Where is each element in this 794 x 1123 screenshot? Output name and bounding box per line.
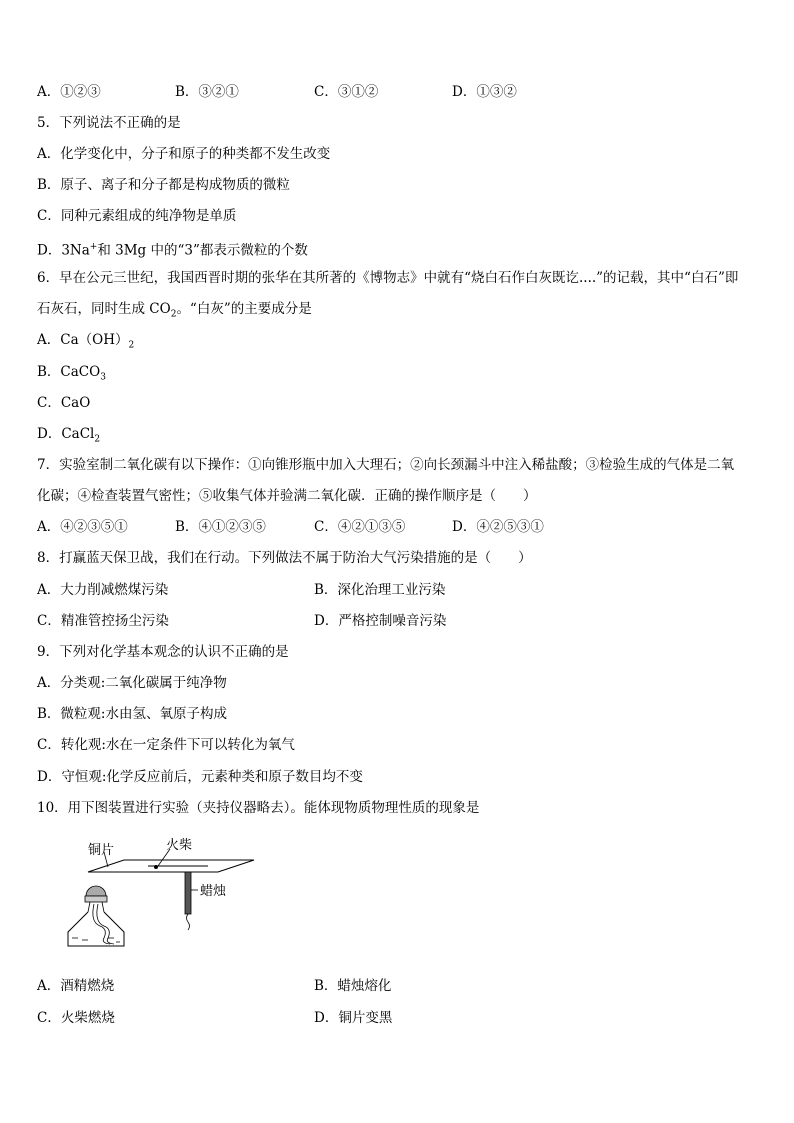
q6-stem-line2 <box>37 299 312 325</box>
q7-stem-line1: 7．实验室制二氧化碳有以下操作：①向锥形瓶中加入大理石；②向长颈漏斗中注入稀盐酸；③检验生成的气体是二氧 <box>37 457 735 473</box>
q6-stem-line1: 6．早在公元三世纪，我国西晋时期的张华在其所著的《博物志》中就有“烧白石作白灰既讫....”的记载，其中“白石”即 <box>37 270 739 286</box>
q7-option-a: A．④②③⑤① <box>37 519 128 535</box>
lamp-liquid <box>72 938 120 942</box>
q4-option-c: C．③①② <box>314 84 379 100</box>
q8-stem: 8．打赢蓝天保卫战，我们在行动。下列做法不属于防治大气污染措施的是（ ） <box>37 550 532 566</box>
q6-option-c: C．CaO <box>37 395 91 411</box>
lamp-collar <box>85 896 107 902</box>
q9-stem: 9．下列对化学基本观念的认识不正确的是 <box>37 644 289 660</box>
experiment-diagram <box>58 834 268 959</box>
q5-option-d-post: 和 3Mg 中的“3”都表示微粒的个数 <box>97 242 308 259</box>
q4-option-d: D．①③② <box>452 84 517 100</box>
lamp-flame-cap <box>86 886 106 896</box>
q6-option-b <box>37 362 106 388</box>
q7-options <box>37 517 757 537</box>
q6-option-d-sub: 2 <box>94 434 101 445</box>
candle-body <box>185 872 191 914</box>
q5-option-b: B．原子、离子和分子都是构成物质的微粒 <box>37 177 290 193</box>
q10-option-c: C．火柴燃烧 <box>37 1010 115 1026</box>
q10-option-a: A．酒精燃烧 <box>37 978 115 994</box>
q10-option-b: B．蜡烛熔化 <box>314 978 392 994</box>
q6-option-b-sub: 3 <box>100 372 106 383</box>
match-label: 火柴 <box>166 838 193 853</box>
q9-option-a: A．分类观:二氧化碳属于纯净物 <box>37 675 227 691</box>
q6-option-a <box>37 330 134 356</box>
lamp-body <box>68 912 124 946</box>
q6-option-a-sub: 2 <box>128 340 135 351</box>
lamp-neck <box>88 902 104 912</box>
lamp-wick <box>93 904 110 944</box>
q6-stem-line2-sub: 2 <box>170 309 177 320</box>
q6-option-d <box>37 424 100 450</box>
candle-label: 蜡烛 <box>200 884 227 899</box>
q9-option-b: B．微粒观:水由氢、氧原子构成 <box>37 706 227 722</box>
q5-option-d-sup: + <box>89 242 98 252</box>
q7-stem-line2: 化碳；④检查装置气密性；⑤收集气体并验满二氧化碳．正确的操作顺序是（ ） <box>37 488 537 504</box>
q7-option-b: B．④①②③⑤ <box>175 519 266 535</box>
q9-option-d: D．守恒观:化学反应前后，元素种类和原子数目均不变 <box>37 769 363 785</box>
q7-option-c: C．④②①③⑤ <box>314 519 406 535</box>
match-head <box>154 865 158 869</box>
q9-option-c: C．转化观:水在一定条件下可以转化为氧气 <box>37 737 295 753</box>
q6-stem-line2-pre: 石灰石，同时生成 CO <box>37 301 171 317</box>
q6-stem-line2-post: 。“白灰”的主要成分是 <box>176 301 312 317</box>
q10-stem: 10．用下图装置进行实验（夹持仪器略去）。能体现物质物理性质的现象是 <box>37 800 480 816</box>
q6-option-d-pre: D．CaCl <box>37 426 95 442</box>
q8-option-c: C．精准管控扬尘污染 <box>37 613 169 629</box>
q5-option-a: A．化学变化中，分子和原子的种类都不发生改变 <box>37 146 331 162</box>
q8-option-a: A．大力削减燃煤污染 <box>37 582 169 598</box>
q5-option-c: C．同种元素组成的纯净物是单质 <box>37 208 237 224</box>
q10-options-row1 <box>37 976 757 996</box>
q5-option-d <box>37 237 308 261</box>
q4-options <box>37 82 757 102</box>
q10-options-row2 <box>37 1008 757 1028</box>
q8-option-b: B．深化治理工业污染 <box>314 582 446 598</box>
q6-option-b-pre: B．CaCO <box>37 364 101 380</box>
q6-option-a-pre: A．Ca（OH） <box>37 332 129 348</box>
q8-option-d: D．严格控制噪音污染 <box>314 613 447 629</box>
q5-stem: 5．下列说法不正确的是 <box>37 115 181 131</box>
q5-option-d-pre: D．3Na <box>37 242 90 259</box>
q4-option-b: B．③②① <box>175 84 239 100</box>
candle-drip <box>187 914 190 930</box>
q7-option-d: D．④②⑤③① <box>452 519 544 535</box>
q10-option-d: D．铜片变黑 <box>314 1010 393 1026</box>
q8-options-row1 <box>37 580 757 600</box>
q4-option-a: A．①②③ <box>37 84 101 100</box>
q8-options-row2 <box>37 611 757 631</box>
copper-label: 铜片 <box>88 843 115 858</box>
